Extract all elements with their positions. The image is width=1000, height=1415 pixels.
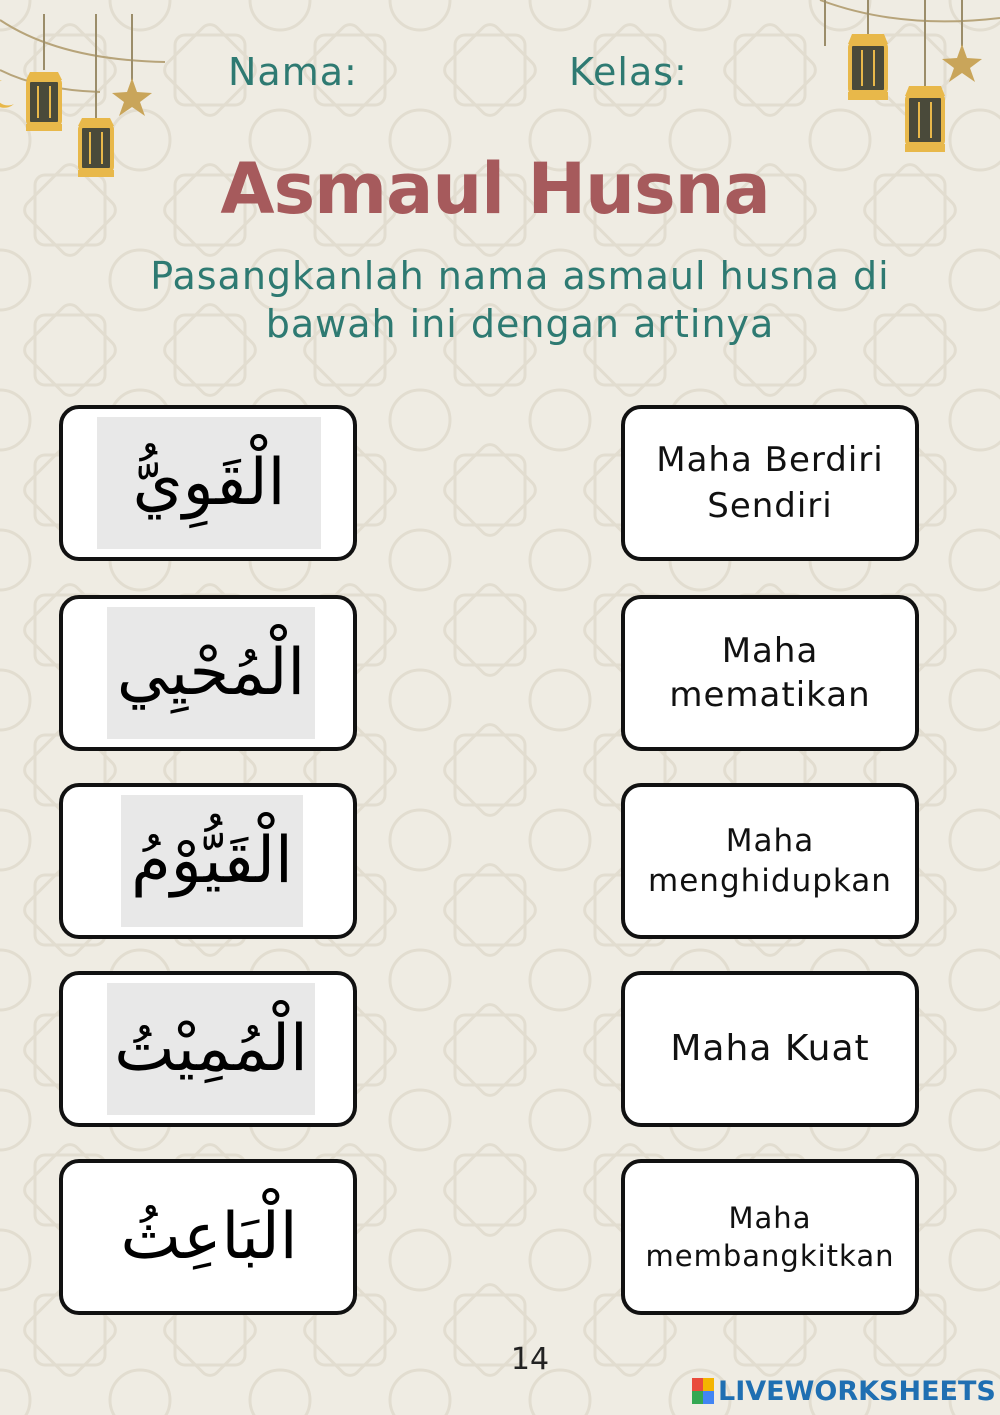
name-card-5[interactable] xyxy=(59,1159,357,1315)
meaning-line-2: mematikan xyxy=(669,675,871,715)
liveworksheets-icon xyxy=(692,1378,714,1404)
page-number: 14 xyxy=(510,1342,550,1377)
class-label: Kelas: xyxy=(569,50,688,94)
lantern-icon xyxy=(26,72,62,131)
arabic-name: الْمُحْيِي xyxy=(107,607,315,739)
liveworksheets-logo[interactable] xyxy=(692,1374,996,1408)
meaning-card-4[interactable] xyxy=(621,971,919,1127)
meaning-line-1: Maha xyxy=(721,631,819,671)
meaning-line-2: menghidupkan xyxy=(648,863,892,899)
page-title: Asmaul Husna xyxy=(220,148,770,230)
arabic-name: الْمُمِيْتُ xyxy=(107,983,315,1115)
meaning-text xyxy=(625,787,915,935)
star-icon xyxy=(942,44,982,82)
lantern-icon xyxy=(848,34,888,100)
meaning-text xyxy=(625,599,915,747)
meaning-line-2: Sendiri xyxy=(707,486,833,526)
meaning-line-2: membangkitkan xyxy=(645,1239,895,1273)
meaning-text xyxy=(625,1163,915,1311)
meaning-line-1: Maha Kuat xyxy=(670,1028,870,1069)
name-card-4[interactable] xyxy=(59,971,357,1127)
name-card-2[interactable] xyxy=(59,595,357,751)
meaning-line-1: Maha xyxy=(728,1201,812,1235)
crescent-moon-icon xyxy=(812,46,828,78)
meaning-text xyxy=(625,409,915,557)
name-card-3[interactable] xyxy=(59,783,357,939)
meaning-card-3[interactable] xyxy=(621,783,919,939)
name-card-1[interactable] xyxy=(59,405,357,561)
meaning-text xyxy=(625,975,915,1123)
crescent-moon-icon xyxy=(0,80,14,108)
lantern-icon xyxy=(905,86,945,152)
meaning-card-1[interactable] xyxy=(621,405,919,561)
decoration-right xyxy=(800,0,1000,170)
arabic-name: الْبَاعِثُ xyxy=(120,1200,298,1274)
arabic-name: الْقَوِيُّ xyxy=(97,417,321,549)
meaning-card-5[interactable] xyxy=(621,1159,919,1315)
meaning-line-1: Maha xyxy=(725,823,815,859)
name-label: Nama: xyxy=(228,50,358,94)
instruction-text: Pasangkanlah nama asmaul husna di bawah ini dengan artinya xyxy=(150,254,890,346)
meaning-line-1: Maha Berdiri xyxy=(656,440,884,480)
meaning-card-2[interactable] xyxy=(621,595,919,751)
arabic-name: الْقَيُّوْمُ xyxy=(121,795,303,927)
star-icon xyxy=(112,78,152,116)
brand-text: LIVEWORKSHEETS xyxy=(718,1375,996,1407)
